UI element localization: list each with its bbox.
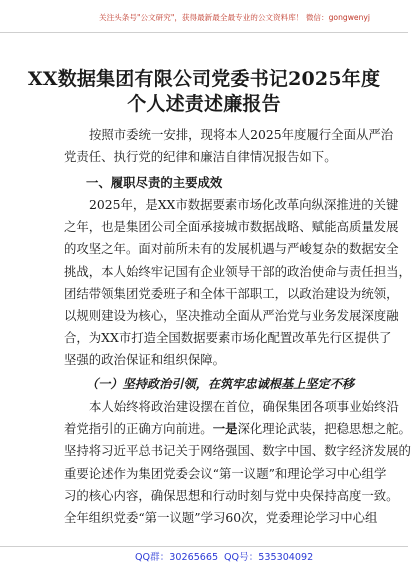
text-line: 2025年，是XX市数据要素市场化改革向纵深推进的关键: [89, 197, 399, 212]
text-run: 深化理论武装，把稳思想之舵。: [237, 421, 411, 437]
text-line: 按照市委统一安排，现将本人2025年度履行全面从严治: [89, 127, 394, 142]
document-title-line1: XX数据集团有限公司党委书记2025年度: [27, 68, 381, 90]
text-run: 着党指引的正确方向前进。: [64, 421, 213, 437]
emphasis-text: 一是: [212, 421, 238, 437]
header-banner: [0, 10, 408, 33]
text-line: 以规则建设为核心，坚决推动全面从严治党与业务发展深度融: [64, 308, 399, 324]
text-line: 重要论述作为集团党委会议“第一议题”和理论学习中心组学: [64, 465, 387, 481]
section-heading: 一、履职尽责的主要成效: [86, 175, 223, 190]
banner-text: 关注头条号"公文研究"，获得最新最全最专业的公文资料库！ 微信：gongwenyj: [98, 13, 370, 22]
text-line: 之年，也是集团公司全面承接城市数据战略、赋能高质量发展: [64, 219, 399, 235]
text-line: 挑战，本人始终牢记国有企业领导干部的政治使命与责任担当，: [64, 263, 411, 279]
text-line: 全年组织党委“第一议题”学习60次，党委理论学习中心组: [64, 510, 378, 526]
text-line: 坚强的政治保证和组织保障。: [64, 352, 226, 368]
qq-group-text: QQ群：30265665: [135, 552, 219, 563]
qq-number-text: QQ号：535304092: [224, 552, 314, 563]
body-paragraph: [64, 194, 411, 372]
text-line: 习的核心内容，确保思想和行动时刻与党中央保持高度一致。: [64, 487, 399, 503]
document-title-line2: 个人述责述廉报告: [127, 93, 281, 115]
footer-bar: [0, 546, 408, 567]
subsection-heading: （一）坚持政治引领，在筑牢忠诚根基上坚定不移: [86, 377, 355, 391]
text-line: 党责任、执行党的纪律和廉洁自律情况报告如下。: [64, 149, 337, 165]
intro-paragraph: [64, 124, 394, 168]
text-line: 本人始终将政治建设摆在首位，确保集团各项事业始终沿: [89, 399, 399, 414]
text-line: [64, 418, 411, 440]
body-paragraph: [64, 396, 411, 529]
text-line: 的攻坚之年。面对前所未有的发展机遇与严峻复杂的数据安全: [64, 241, 399, 257]
text-line: 坚持将习近平总书记关于网络强国、数字中国、数字经济发展的: [64, 443, 411, 459]
text-line: 团结带领集团党委班子和全体干部职工，以政治建设为统领，: [64, 285, 399, 301]
text-line: 合，为XX市打造全国数据要素市场化配置改革先行区提供了: [64, 330, 392, 346]
